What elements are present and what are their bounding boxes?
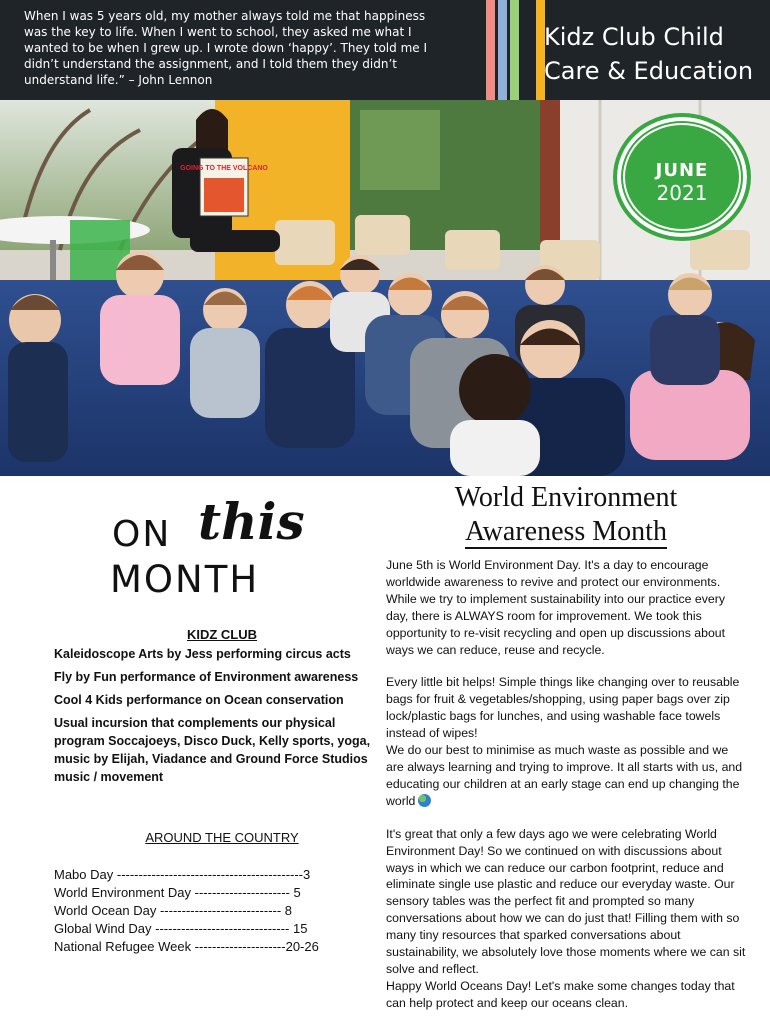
heading-month: MONTH <box>110 558 260 601</box>
event-date-item: Global Wind Day ------------------------------- 15 <box>54 921 308 936</box>
book-cover-text: GOING TO THE VOLCANO <box>180 165 268 172</box>
header-bar <box>0 0 770 100</box>
month-year-badge <box>613 113 751 241</box>
brand-title-line2: Care & Education <box>544 57 754 85</box>
kidz-club-item: Cool 4 Kids performance on Ocean conservation <box>54 693 344 707</box>
globe-icon <box>418 794 431 807</box>
article-paragraph <box>386 742 748 810</box>
heading-on: ON <box>112 514 172 555</box>
article-paragraph: Every little bit helps! Simple things like changing over to reusable bags for fruit & vegetables/shopping, using paper bags over zip lock/plastic bags for lunches, and using washable face towels instead of wipes! <box>386 675 740 741</box>
article-title <box>386 481 746 549</box>
accent-stripe-coral <box>486 0 495 106</box>
kidz-club-list <box>54 645 384 791</box>
badge-year: 2021 <box>656 181 708 205</box>
kidz-club-item: Fly by Fun performance of Environment awareness <box>54 670 359 684</box>
heading-this: this <box>198 492 305 551</box>
badge-month: JUNE <box>655 160 709 181</box>
article-paragraph: Happy World Oceans Day! Let's make some changes today that can help protect and keep our oceans clean. <box>386 978 735 1010</box>
article-title-line2: Awareness Month <box>465 516 667 547</box>
brand-title <box>544 20 770 88</box>
kidz-club-title: KIDZ CLUB <box>186 627 258 642</box>
around-country-title: AROUND THE COUNTRY <box>145 830 299 845</box>
event-date-item: World Ocean Day ---------------------------- 8 <box>54 903 293 918</box>
event-date-item: Mabo Day -------------------------------------------3 <box>54 867 311 882</box>
event-date-item: National Refugee Week ---------------------20-26 <box>54 939 319 954</box>
article-paragraph-text: We do our best to minimise as much waste as possible and we are always learning and trying to improve. It all starts with us, and educating our children at an early stage can end up changing the world <box>386 743 743 808</box>
around-country-list <box>54 866 354 956</box>
article-title-line1: World Environment <box>454 482 678 513</box>
accent-stripe-green <box>510 0 519 106</box>
on-this-month-heading <box>110 492 310 608</box>
article-paragraph: It's great that only a few days ago we were celebrating World Environment Day! So we continued on with discussions about ways in which we can reduce our carbon footprint, reduce and eliminate single use plastic and reduce our everyday waste. Our sensory tables was the perfect fit and prompted so many conversations about how we can do just that! Filling them with so many tiny resources that sparked conversations about sustainability, we absolutely love those moments where we can sit solve and reflect. <box>386 826 746 976</box>
article-body <box>386 557 748 1012</box>
kidz-club-item: Usual incursion that complements our physical program Soccajoeys, Disco Duck, Kelly sports, yoga, music by Elijah, Viadance and Ground Force Studios music / movement <box>54 716 371 784</box>
kidz-club-item: Kaleidoscope Arts by Jess performing circus acts <box>54 647 351 661</box>
header-quote: When I was 5 years old, my mother always told me that happiness was the key to life. When I went to school, they asked me what I wanted to be when I grew up. I wrote down ‘happy’. They told me I didn’t understand the assignment, and I told them they didn’t understand life.” – John Lennon <box>24 9 427 87</box>
accent-stripe-blue <box>498 0 507 106</box>
event-date-item: World Environment Day ---------------------- 5 <box>54 885 301 900</box>
brand-title-line1: Kidz Club Child <box>544 23 724 51</box>
article-paragraph: June 5th is World Environment Day. It's a day to encourage worldwide awareness to revive and protect our environments. While we try to implement sustainability into our practice every day, there is ALWAYS room for improvement. We took this opportunity to re-visit recycling and open up discussions about ways we can reduce, reuse and recycle. <box>386 558 726 657</box>
